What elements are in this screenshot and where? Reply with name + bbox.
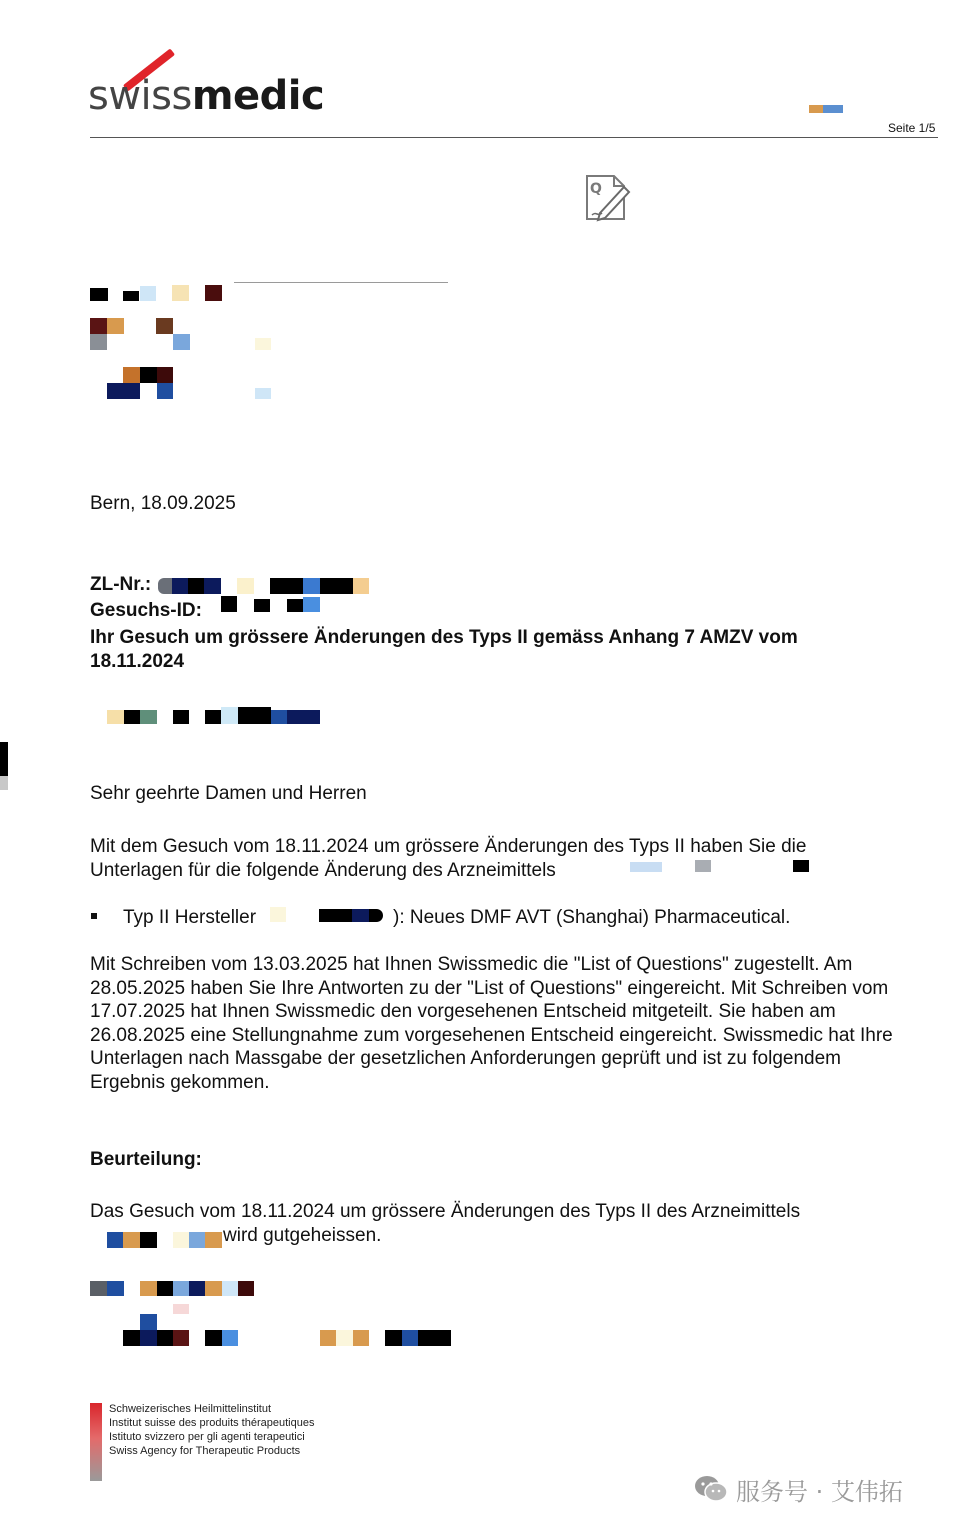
redaction-block <box>189 1232 205 1248</box>
redaction-block <box>221 707 238 724</box>
redaction-block <box>204 578 221 594</box>
redaction-block <box>319 909 352 922</box>
redaction-block <box>205 285 222 301</box>
subject-line-2: 18.11.2024 <box>90 650 185 672</box>
redaction-block <box>221 596 237 612</box>
redaction-block <box>336 1330 353 1346</box>
redaction-block <box>385 1330 402 1346</box>
redaction-block <box>303 578 320 594</box>
watermark-text: 服务号 · 艾伟拓 <box>736 1477 903 1506</box>
wechat-watermark <box>694 1472 903 1506</box>
bullet-text: ): Neues DMF AVT (Shanghai) Pharmaceutical. <box>393 907 791 928</box>
paragraph-intro-line-1: Mit dem Gesuch vom 18.11.2024 um grössere Änderungen des Typs II haben Sie die <box>90 836 807 857</box>
redaction-block <box>270 907 286 922</box>
redaction-block <box>124 710 140 724</box>
page-number: Seite 1/5 <box>888 121 936 135</box>
scan-edge-mark <box>0 742 8 776</box>
redaction-block <box>418 1330 451 1346</box>
footer-color-bar <box>90 1403 102 1481</box>
redaction-block <box>140 1281 157 1296</box>
bullet-marker <box>91 913 97 919</box>
zl-number-label: ZL-Nr.: <box>90 574 152 595</box>
redaction-block <box>123 1330 140 1346</box>
subject-line <box>90 626 798 673</box>
redaction-block <box>353 578 369 594</box>
redaction-block <box>287 599 303 612</box>
redaction-block <box>90 334 107 350</box>
redaction-block <box>173 710 189 724</box>
subject-line-1: Ihr Gesuch um grössere Änderungen des Typs II gemäss Anhang 7 AMZV vom <box>90 627 798 648</box>
redaction-block <box>793 860 809 872</box>
paragraph-history-line: 17.07.2025 hat Ihnen Swissmedic den vorgesehenen Entscheid mitgeteilt. Sie haben am <box>90 1001 836 1022</box>
paragraph-history-line: Unterlagen nach Massgabe der gesetzlichen Anforderungen geprüft und ist zu folgendem <box>90 1048 841 1069</box>
paragraph-intro <box>90 835 806 882</box>
swissmedic-logo <box>88 40 328 120</box>
redaction-block <box>369 909 383 922</box>
paragraph-history-line: 26.08.2025 eine Stellungnahme zum vorgesehenen Entscheid eingereicht. Swissmedic hat Ihre <box>90 1024 893 1046</box>
paragraph-intro-line-2: Unterlagen für die folgende Änderung des Arzneimittels <box>90 859 556 881</box>
redaction-block <box>809 105 823 113</box>
paragraph-decision-line-2: wird gutgeheissen. <box>223 1225 382 1246</box>
redaction-block <box>205 1232 222 1248</box>
redaction-block <box>107 1281 124 1296</box>
letter-date: Bern, 18.09.2025 <box>90 493 236 514</box>
redaction-block <box>320 578 353 594</box>
redaction-block <box>188 578 204 594</box>
redaction-block <box>140 286 156 301</box>
redaction-block <box>156 318 173 334</box>
redaction-block <box>270 578 303 594</box>
header-divider <box>90 137 938 138</box>
gesuch-id-label: Gesuchs-ID: <box>90 600 202 621</box>
footer-line: Istituto svizzero per gli agenti terapeutici <box>109 1431 305 1443</box>
redaction-block <box>189 1281 205 1296</box>
redaction-block <box>172 285 189 301</box>
document-edit-icon <box>584 173 632 223</box>
redaction-block <box>823 105 843 113</box>
redaction-block <box>402 1330 418 1346</box>
redaction-block <box>158 578 172 594</box>
logo-wordmark: swissmedic <box>88 73 325 119</box>
redaction-block <box>222 1281 238 1296</box>
redaction-block <box>157 367 173 383</box>
scan-edge-mark <box>0 776 8 790</box>
assessment-heading: Beurteilung: <box>90 1149 202 1170</box>
redaction-block <box>157 383 173 399</box>
redaction-block <box>140 1314 157 1330</box>
redaction-block <box>123 367 140 383</box>
redaction-block <box>90 1281 107 1296</box>
redaction-block <box>320 1330 336 1346</box>
salutation: Sehr geehrte Damen und Herren <box>90 783 367 804</box>
redaction-block <box>107 318 124 334</box>
redaction-block <box>123 291 139 301</box>
redaction-block <box>695 860 711 872</box>
redaction-block <box>255 338 271 350</box>
redaction-block <box>107 383 140 399</box>
redaction-block <box>271 710 287 724</box>
redaction-block <box>140 367 157 383</box>
paragraph-history <box>90 953 893 1094</box>
redaction-block <box>140 710 157 724</box>
redaction-block <box>205 710 221 724</box>
redaction-block <box>238 707 271 724</box>
redaction-block <box>173 1232 189 1248</box>
redaction-block <box>352 909 369 922</box>
footer-institute-names <box>109 1402 314 1458</box>
redaction-block <box>173 1330 189 1346</box>
paragraph-history-line: Ergebnis gekommen. <box>90 1071 270 1093</box>
redaction-block <box>107 1232 123 1248</box>
svg-text:Q: Q <box>590 181 602 197</box>
redaction-block <box>205 1281 222 1296</box>
redaction-block <box>157 1330 173 1346</box>
redaction-block <box>172 578 188 594</box>
redaction-block <box>254 599 270 612</box>
address-window-rule <box>234 282 448 283</box>
redaction-block <box>107 710 124 724</box>
redaction-block <box>287 710 320 724</box>
redaction-block <box>90 288 108 301</box>
paragraph-history-line: Mit Schreiben vom 13.03.2025 hat Ihnen Swissmedic die "List of Questions" zugestellt. Am <box>90 954 853 975</box>
redaction-block <box>303 597 320 612</box>
redaction-block <box>205 1330 222 1346</box>
redaction-block <box>140 1232 157 1248</box>
footer-line: Institut suisse des produits thérapeutiques <box>109 1417 315 1429</box>
footer-line: Schweizerisches Heilmittelinstitut <box>109 1403 271 1415</box>
redaction-block <box>238 1281 254 1296</box>
redaction-block <box>123 1232 140 1248</box>
redaction-block <box>140 1330 157 1346</box>
redaction-block <box>157 1281 173 1296</box>
redaction-block <box>173 1281 189 1296</box>
redaction-block <box>353 1330 369 1346</box>
bullet-label: Typ II Hersteller <box>123 907 257 928</box>
footer-line: Swiss Agency for Therapeutic Products <box>109 1445 301 1457</box>
wechat-icon <box>694 1475 728 1503</box>
redaction-block <box>255 388 271 399</box>
redaction-block <box>630 862 662 872</box>
paragraph-history-line: 28.05.2025 haben Sie Ihre Antworten zu der "List of Questions" eingereicht. Mit Schreiben vom <box>90 977 889 999</box>
redaction-block <box>222 1330 238 1346</box>
redaction-block <box>173 1304 189 1314</box>
paragraph-decision-line-1: Das Gesuch vom 18.11.2024 um grössere Änderungen des Typs II des Arzneimittels <box>90 1201 801 1222</box>
redaction-block <box>173 334 190 350</box>
redaction-block <box>237 578 254 594</box>
redaction-block <box>90 318 107 334</box>
